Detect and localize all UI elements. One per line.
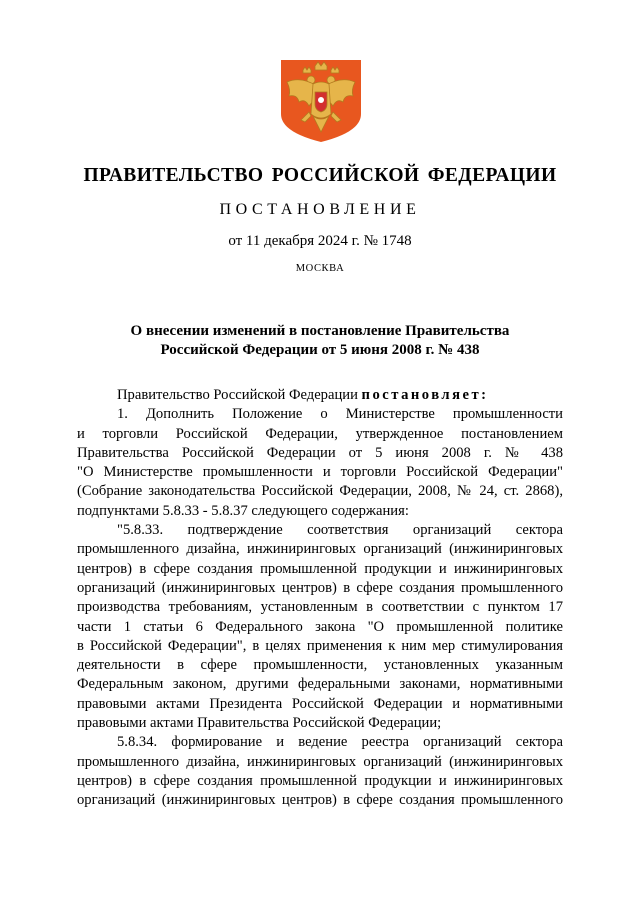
- document-date-number: от 11 декабря 2024 г. № 1748: [228, 233, 412, 249]
- paragraph-line: "О Министерстве промышленности и торговли Российской Федерации": [77, 464, 563, 481]
- paragraph-line: организаций (инжиниринговых центров) в сфере создания промышленного: [77, 792, 563, 809]
- document-city: МОСКВА: [295, 263, 345, 274]
- paragraph-line: организаций (инжиниринговых центров) в сфере создания промышленного: [77, 579, 563, 596]
- paragraph-line: 5.8.34. формирование и ведение реестра организаций сектора: [117, 734, 563, 751]
- paragraph-line: "5.8.33. подтверждение соответствия организаций сектора: [117, 522, 563, 539]
- subject-line: Российской Федерации от 5 июня 2008 г. № 438: [160, 342, 480, 358]
- document-type: ПОСТАНОВЛЕНИЕ: [219, 201, 421, 218]
- paragraph-line: (Собрание законодательства Российской Федерации, 2008, № 24, ст. 2868),: [77, 483, 563, 500]
- paragraph-line: Федеральным законом, другими федеральными законами, нормативными: [77, 676, 563, 693]
- paragraph-line: деятельности в сфере промышленности, установленных указанным: [77, 657, 563, 674]
- paragraph-line: в Российской Федерации", в целях применения к ним мер стимулирования: [77, 637, 563, 654]
- paragraph-line: подпунктами 5.8.33 - 5.8.37 следующего содержания:: [77, 502, 409, 519]
- coat-of-arms-icon: [277, 56, 365, 144]
- paragraph-line: производства требованиям, установленным в соответствии с пунктом 17: [77, 599, 563, 616]
- paragraph-2: [77, 521, 563, 733]
- paragraph-line: центров) в сфере создания промышленной продукции и инжиниринговых: [77, 772, 563, 789]
- paragraph-line: части 1 статьи 6 Федерального закона "О промышленной политике: [77, 618, 563, 635]
- intro-text: Правительство Российской Федерации: [117, 387, 362, 403]
- document-subject: [0, 322, 640, 360]
- paragraph-1: [77, 405, 563, 521]
- paragraph-line: 1. Дополнить Положение о Министерстве промышленности: [117, 406, 563, 423]
- intro-paragraph: [77, 386, 563, 405]
- paragraph-line: правовыми актами Правительства Российской Федерации;: [77, 715, 442, 732]
- paragraph-line: центров) в сфере создания промышленной продукции и инжиниринговых: [77, 560, 563, 577]
- paragraph-line: промышленного дизайна, инжиниринговых организаций (инжиниринговых: [77, 541, 563, 558]
- paragraph-line: правовыми актами Президента Российской Федерации и нормативными: [77, 695, 563, 712]
- intro-decree-word: постановляет:: [361, 387, 489, 403]
- paragraph-line: промышленного дизайна, инжиниринговых организаций (инжиниринговых: [77, 753, 563, 770]
- document-body: [77, 386, 563, 811]
- paragraph-line: Правительства Российской Федерации от 5 июня 2008 г. № 438: [77, 444, 563, 461]
- subject-line: О внесении изменений в постановление Правительства: [130, 323, 510, 339]
- government-title: ПРАВИТЕЛЬСТВО РОССИЙСКОЙ ФЕДЕРАЦИИ: [83, 165, 557, 186]
- paragraph-3: [77, 733, 563, 810]
- paragraph-line: и торговли Российской Федерации, утвержденное постановлением: [77, 425, 563, 442]
